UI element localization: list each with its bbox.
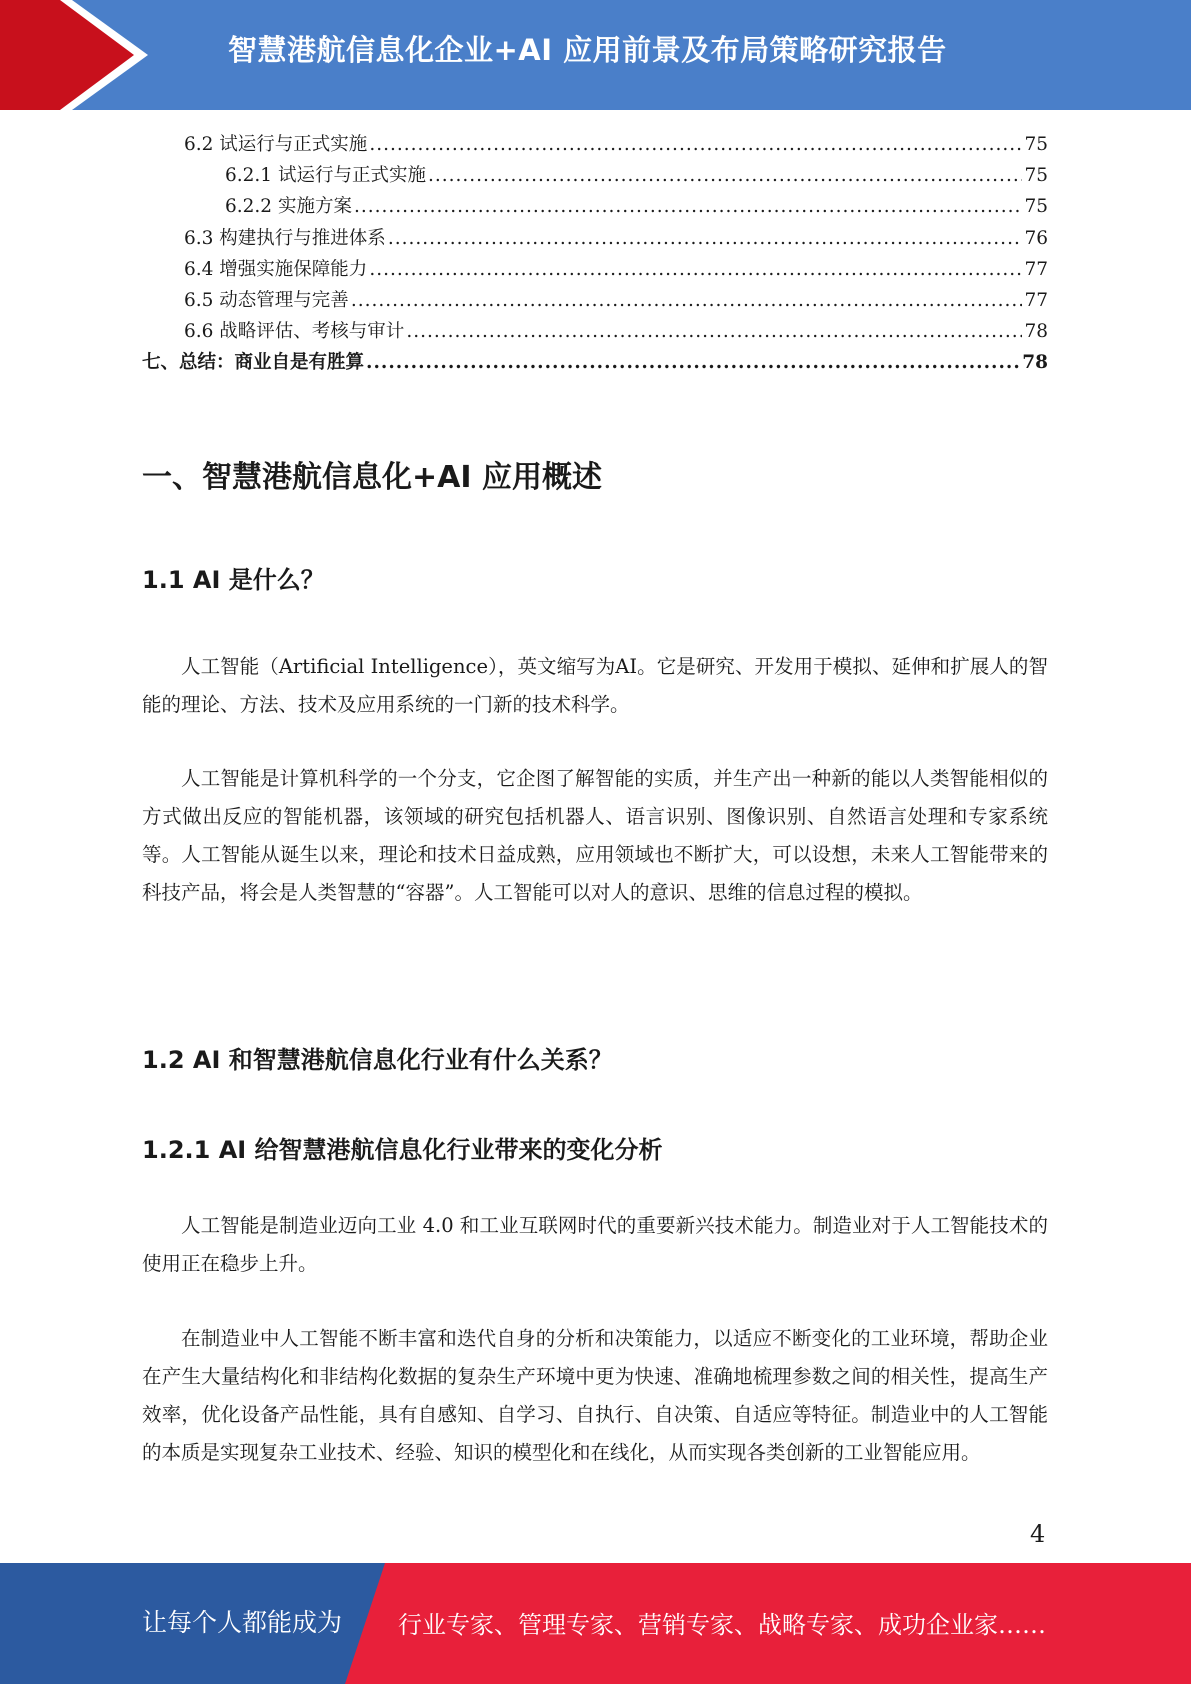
toc-item-page: 78 bbox=[1024, 321, 1048, 343]
toc-item-label: 6.5 动态管理与完善 bbox=[184, 289, 349, 311]
toc-item[interactable] bbox=[142, 224, 1048, 255]
subsection-heading: 1.2 AI 和智慧港航信息化行业有什么关系？ bbox=[142, 1046, 613, 1074]
toc-item-label: 6.2.1 试运行与正式实施 bbox=[225, 165, 426, 187]
toc-item-page: 75 bbox=[1024, 134, 1048, 155]
page-number: 4 bbox=[1030, 1520, 1046, 1548]
table-of-contents bbox=[142, 130, 1048, 380]
toc-item[interactable] bbox=[142, 317, 1048, 348]
toc-leader-dots bbox=[366, 352, 1020, 373]
toc-item-page: 75 bbox=[1024, 165, 1048, 187]
toc-item[interactable] bbox=[142, 286, 1048, 317]
toc-leader-dots bbox=[369, 134, 1022, 155]
toc-item-page: 78 bbox=[1022, 352, 1048, 374]
toc-item[interactable] bbox=[142, 192, 1048, 223]
toc-item-label: 七、总结：商业自是有胜算 bbox=[142, 352, 365, 374]
footer-slogan-left: 让每个人都能成为 bbox=[142, 1608, 343, 1637]
footer-slogan-right: 行业专家、管理专家、营销专家、战略专家、成功企业家…… bbox=[398, 1611, 1046, 1639]
toc-item-label: 6.2.2 实施方案 bbox=[225, 196, 352, 218]
toc-leader-dots bbox=[351, 290, 1023, 311]
body-paragraph: 人工智能（Artificial Intelligence），英文缩写为AI。它是研究、开发用于模拟、延伸和扩展人的智能的理论、方法、技术及应用系统的一门新的技术科学。 bbox=[142, 655, 1048, 716]
body-paragraph: 人工智能是制造业迈向工业 4.0 和工业互联网时代的重要新兴技术能力。制造业对于人工智能技术的使用正在稳步上升。 bbox=[142, 1214, 1048, 1275]
subsection-heading: 1.1 AI 是什么？ bbox=[142, 566, 325, 594]
section-heading: 一、智慧港航信息化+AI 应用概述 bbox=[142, 460, 602, 495]
header-title: 智慧港航信息化企业+AI 应用前景及布局策略研究报告 bbox=[228, 33, 947, 67]
toc-item-label: 6.2 试运行与正式实施 bbox=[184, 134, 368, 155]
body-paragraph: 在制造业中人工智能不断丰富和迭代自身的分析和决策能力，以适应不断变化的工业环境，帮助企业在产生大量结构化和非结构化数据的复杂生产环境中更为快速、准确地梳理参数之间的相关性，提高生产效率，优化设备产品性能，具有自感知、自学习、自执行、自决策、自适应等特征。制造业中的人工智能的本质是实现复杂工业技术、经验、知识的模型化和在线化，从而实现各类创新的工业智能应用。 bbox=[142, 1327, 1048, 1464]
body-paragraph: 人工智能是计算机科学的一个分支，它企图了解智能的实质，并生产出一种新的能以人类智能相似的方式做出反应的智能机器，该领域的研究包括机器人、语言识别、图像识别、自然语言处理和专家系统等。人工智能从诞生以来，理论和技术日益成熟，应用领域也不断扩大，可以设想，未来人工智能带来的科技产品，将会是人类智慧的“容器”。人工智能可以对人的意识、思维的信息过程的模拟。 bbox=[142, 767, 1048, 904]
subsubsection-heading: 1.2.1 AI 给智慧港航信息化行业带来的变化分析 bbox=[142, 1136, 663, 1164]
toc-item-page: 76 bbox=[1024, 227, 1048, 249]
toc-item[interactable] bbox=[142, 348, 1048, 379]
toc-leader-dots bbox=[388, 228, 1023, 249]
page-header bbox=[0, 0, 1191, 110]
toc-item[interactable] bbox=[142, 130, 1048, 161]
toc-item-page: 77 bbox=[1024, 289, 1048, 311]
header-arrow-decoration bbox=[0, 0, 150, 110]
toc-leader-dots bbox=[406, 321, 1022, 342]
toc-leader-dots bbox=[369, 259, 1022, 280]
page-footer bbox=[0, 1563, 1191, 1684]
toc-item-label: 6.6 战略评估、考核与审计 bbox=[184, 321, 405, 343]
toc-item-label: 6.3 构建执行与推进体系 bbox=[184, 227, 386, 249]
toc-item-page: 75 bbox=[1024, 196, 1048, 218]
toc-leader-dots bbox=[428, 165, 1022, 186]
toc-item-page: 77 bbox=[1024, 258, 1048, 280]
toc-item-label: 6.4 增强实施保障能力 bbox=[184, 258, 368, 280]
toc-item[interactable] bbox=[142, 255, 1048, 286]
toc-item[interactable] bbox=[142, 161, 1048, 192]
toc-leader-dots bbox=[354, 196, 1023, 217]
